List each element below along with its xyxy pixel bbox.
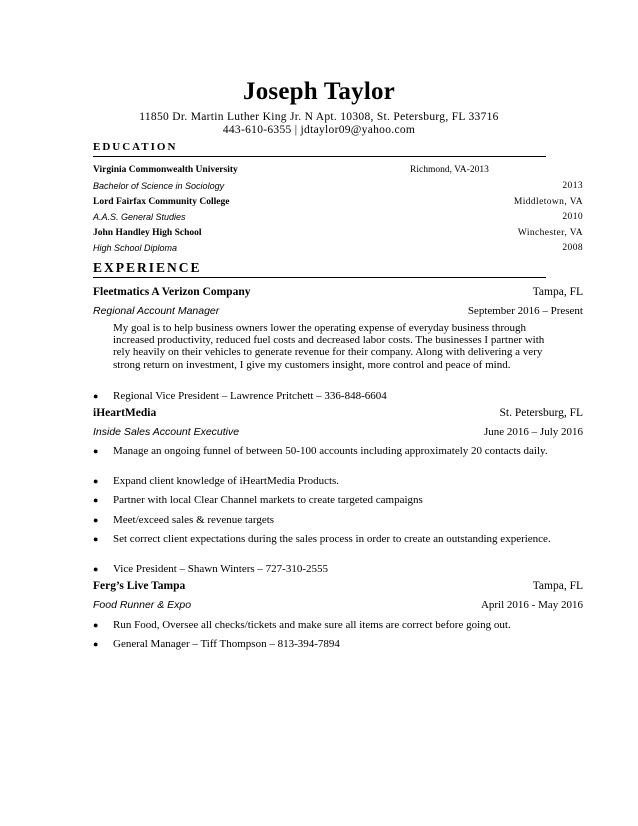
list-item [93, 619, 563, 631]
bullet-icon: ● [93, 564, 99, 574]
candidate-name: Joseph Taylor [243, 78, 395, 105]
school-location: Richmond, VA-2013 [410, 165, 489, 175]
job-summary: My goal is to help business owners lower the operating expense of everyday business through increased productivity, reduced fuel costs and decreased labor costs. The businesses I partner with rely heavily on their vehicles to generate revenue for their company. Along with delivering a very strong return on investment, I give my customers insight, more control and peace of mind. [113, 322, 545, 371]
school-location: Winchester, VA [517, 228, 583, 238]
list-item [93, 475, 563, 487]
degree-year: 2010 [562, 212, 583, 222]
job-location: Tampa, FL [532, 580, 583, 592]
job-role-row [93, 305, 583, 321]
school-name: Virginia Commonwealth University [93, 165, 238, 175]
job-dates: April 2016 - May 2016 [480, 599, 583, 611]
job-dates: September 2016 – Present [467, 305, 583, 317]
education-school-row [93, 165, 583, 179]
list-item [93, 533, 563, 545]
bullet-text: Expand client knowledge of iHeartMedia Products. [113, 475, 340, 487]
company-name: Fleetmatics A Verizon Company [93, 286, 251, 298]
list-item [93, 494, 563, 506]
bullet-text: Set correct client expectations during the sales process in order to create an outstanding experience. [113, 533, 551, 545]
bullet-text: Manage an ongoing funnel of between 50-100 accounts including approximately 20 contacts daily. [113, 445, 548, 457]
job-header [93, 580, 583, 596]
school-name: John Handley High School [93, 228, 202, 238]
job-title: Inside Sales Account Executive [93, 426, 240, 438]
bullet-text: Vice President – Shawn Winters – 727-310-2555 [113, 563, 328, 575]
experience-divider [93, 277, 546, 278]
education-degree-row [93, 243, 583, 257]
bullet-text: General Manager – Tiff Thompson – 813-394-7894 [113, 638, 340, 650]
job-location: St. Petersburg, FL [499, 407, 583, 419]
job-title: Regional Account Manager [93, 305, 220, 317]
bullet-icon: ● [93, 534, 99, 544]
list-item [93, 390, 563, 402]
job-header [93, 286, 583, 302]
education-degree-row [93, 181, 583, 195]
education-divider [93, 156, 546, 157]
degree-name: Bachelor of Science in Sociology [93, 181, 225, 191]
job-location: Tampa, FL [532, 286, 583, 298]
job-role-row [93, 599, 583, 615]
degree-name: A.A.S. General Studies [93, 212, 186, 222]
school-name: Lord Fairfax Community College [93, 197, 230, 207]
job-header [93, 407, 583, 423]
list-item [93, 563, 563, 575]
school-location: Middletown, VA [513, 197, 583, 207]
education-school-row [93, 197, 583, 211]
bullet-icon: ● [93, 515, 99, 525]
education-degree-row [93, 212, 583, 226]
bullet-text: Run Food, Oversee all checks/tickets and make sure all items are correct before going out. [113, 619, 511, 631]
bullet-icon: ● [93, 391, 99, 401]
address-line: 11850 Dr. Martin Luther King Jr. N Apt. 10308, St. Petersburg, FL 33716 [139, 111, 499, 123]
degree-year: 2013 [562, 181, 583, 191]
bullet-icon: ● [93, 639, 99, 649]
bullet-text: Regional Vice President – Lawrence Pritchett – 336-848-6604 [113, 390, 387, 402]
degree-name: High School Diploma [93, 243, 178, 253]
bullet-text: Partner with local Clear Channel markets to create targeted campaigns [113, 494, 423, 506]
education-school-row [93, 228, 583, 242]
job-dates: June 2016 – July 2016 [484, 426, 583, 438]
company-name: Ferg’s Live Tampa [93, 580, 186, 592]
experience-heading: EXPERIENCE [93, 260, 202, 275]
education-heading: EDUCATION [93, 141, 178, 153]
job-title: Food Runner & Expo [93, 599, 192, 611]
job-role-row [93, 426, 583, 442]
phone-email-line: 443-610-6355 | jdtaylor09@yahoo.com [222, 124, 416, 136]
bullet-icon: ● [93, 620, 99, 630]
bullet-icon: ● [93, 495, 99, 505]
list-item [93, 445, 563, 457]
list-item [93, 638, 563, 650]
list-item [93, 514, 563, 526]
degree-year: 2008 [562, 243, 583, 253]
bullet-icon: ● [93, 476, 99, 486]
bullet-text: Meet/exceed sales & revenue targets [113, 514, 275, 526]
company-name: iHeartMedia [93, 407, 157, 419]
bullet-icon: ● [93, 446, 99, 456]
